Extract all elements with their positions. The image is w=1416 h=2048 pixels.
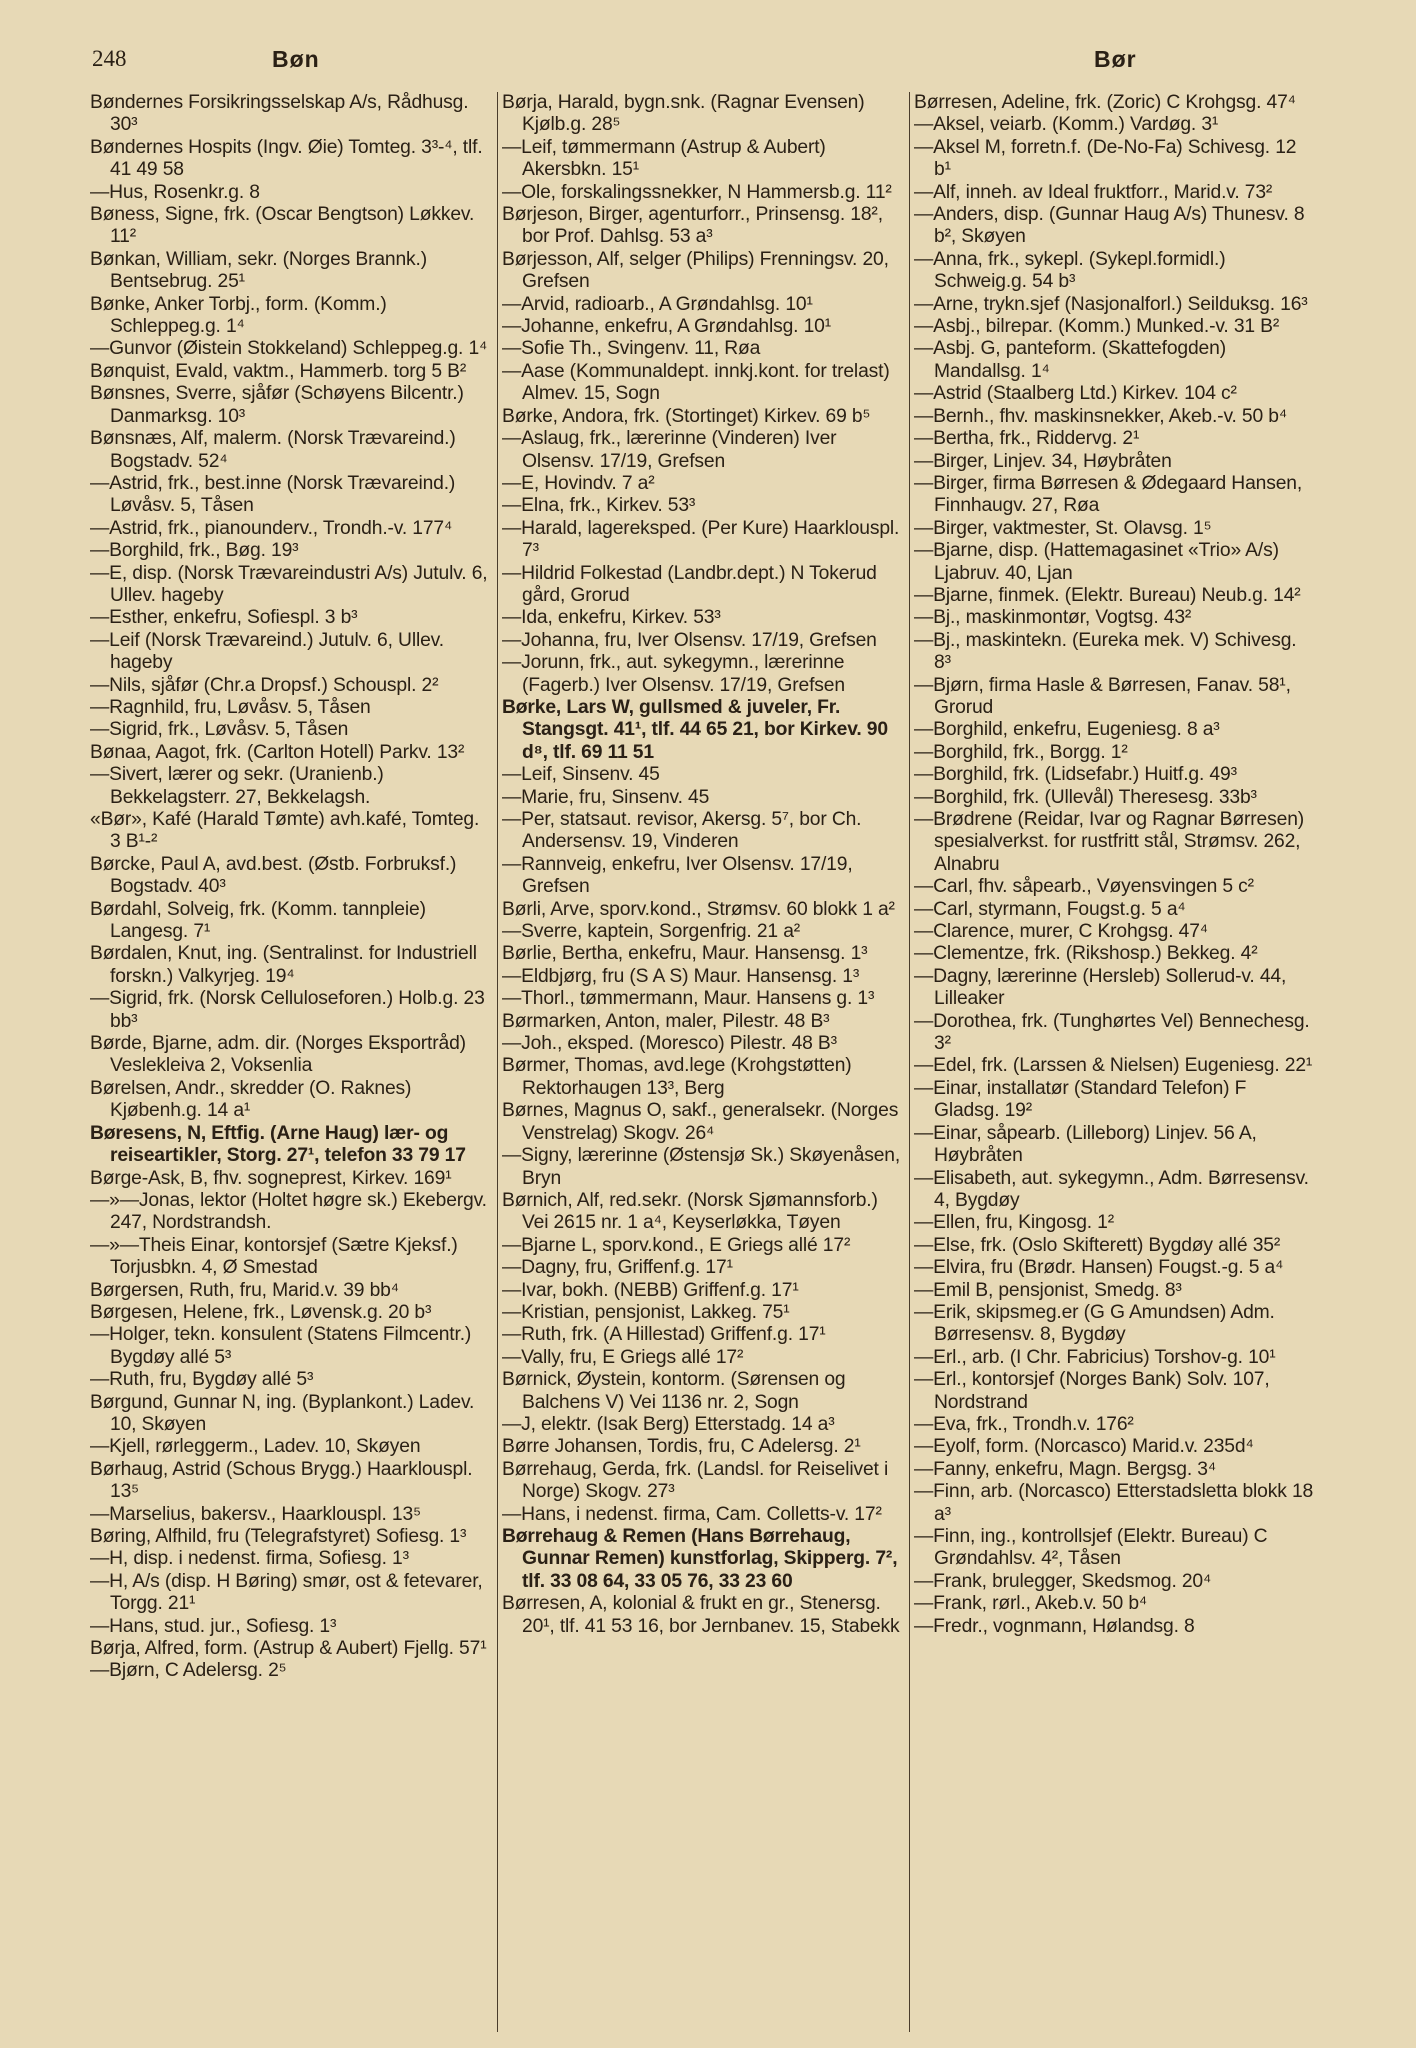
directory-entry: —Alf, inneh. av Ideal fruktforr., Marid.v. 73² (914, 181, 1273, 203)
directory-entry: —»—Jonas, lektor (Holtet høgre sk.) Ekebergv. 247, Nordstrandsh. (90, 1189, 487, 1234)
directory-entry: Børde, Bjarne, adm. dir. (Norges Eksportråd) Veslekleiva 2, Voksenlia (90, 1033, 466, 1077)
directory-entry: Børresen, Adeline, frk. (Zoric) C Krohgsg. 47⁴ (914, 92, 1296, 113)
directory-entry: —Astrid, frk., pianounderv., Trondh.-v. 177⁴ (90, 517, 453, 539)
directory-entry: —H, disp. i nedenst. firma, Sofiesg. 1³ (90, 1548, 409, 1570)
directory-entry: —Clementze, frk. (Rikshosp.) Bekkeg. 4² (914, 943, 1258, 965)
directory-entry: —Bjørn, firma Hasle & Børresen, Fanav. 58¹, Grorud (914, 674, 1291, 718)
directory-entry: Børlie, Bertha, enkefru, Maur. Hansensg. 1³ (502, 943, 868, 965)
directory-entry: —Marie, fru, Sinsenv. 45 (502, 786, 710, 808)
directory-entry: —Elvira, fru (Brødr. Hansen) Fougst.-g. 5 a⁴ (914, 1257, 1284, 1279)
directory-entry: Bønquist, Evald, vaktm., Hammerb. torg 5 B² (90, 360, 467, 382)
directory-entry: —Ida, enkefru, Kirkev. 53³ (502, 607, 721, 629)
directory-entry: Bønsnes, Sverre, sjåfør (Schøyens Bilcentr.) Danmarksg. 10³ (90, 383, 464, 427)
directory-entry: —Bj., maskintekn. (Eureka mek. V) Schivesg. 8³ (914, 629, 1297, 674)
directory-entry: Børesens, N, Eftfig. (Arne Haug) lær- og reiseartikler, Storg. 27¹, telefon 33 79 17 (90, 1122, 466, 1167)
directory-entry: —Clarence, murer, C Krohgsg. 47⁴ (914, 921, 1208, 943)
directory-entry: —Marselius, bakersv., Haarklouspl. 13⁵ (90, 1503, 421, 1525)
directory-entry: —Aase (Kommunaldept. innkj.kont. for trelast) Almev. 15, Sogn (502, 360, 890, 405)
directory-entry: —Borghild, frk., Bøg. 19³ (90, 540, 299, 562)
directory-entry: —Arne, trykn.sjef (Nasjonalforl.) Seilduksg. 16³ (914, 293, 1308, 315)
directory-entry: —Else, frk. (Oslo Skifterett) Bygdøy allé 35² (914, 1234, 1281, 1256)
directory-entry: —Einar, installatør (Standard Telefon) F Gladsg. 19² (914, 1077, 1247, 1122)
directory-entry: Bøndernes Forsikringsselskap A/s, Rådhusg. 30³ (90, 92, 469, 136)
directory-entry: —Kristian, pensjonist, Lakkeg. 75¹ (502, 1301, 790, 1323)
directory-entry: —Ivar, bokh. (NEBB) Griffenf.g. 17¹ (502, 1279, 799, 1301)
directory-entry: Børing, Alfhild, fru (Telegrafstyret) Sofiesg. 1³ (90, 1526, 467, 1547)
directory-entry: —Anna, frk., sykepl. (Sykepl.formidl.) Schweig.g. 54 b³ (914, 248, 1226, 293)
directory-entry: —Birger, vaktmester, St. Olavsg. 1⁵ (914, 517, 1212, 539)
column-divider (497, 92, 498, 2032)
directory-entry: «Bør», Kafé (Harald Tømte) avh.kafé, Tomteg. 3 B¹-² (90, 809, 480, 853)
directory-entry: Børke, Lars W, gullsmed & juveler, Fr. Stangsgt. 41¹, tlf. 44 65 21, bor Kirkev. 90 d⁸, tlf. 69 11 51 (502, 696, 888, 763)
directory-entry: —Sivert, lærer og sekr. (Uranienb.) Bekkelagsterr. 27, Bekkelagsh. (90, 764, 384, 808)
column-divider (909, 92, 910, 2032)
directory-entry: —Erl., kontorsjef (Norges Bank) Solv. 107, Nordstrand (914, 1369, 1270, 1413)
directory-entry: Børjeson, Birger, agenturforr., Prinsensg. 18², bor Prof. Dahlsg. 53 a³ (502, 204, 883, 248)
directory-entry: Børke, Andora, frk. (Stortinget) Kirkev. 69 b⁵ (502, 405, 871, 427)
directory-column-1 (90, 92, 490, 2032)
directory-entry: Børja, Alfred, form. (Astrup & Aubert) Fjellg. 57¹ (90, 1638, 487, 1660)
directory-entry: —Borghild, frk. (Ullevål) Theresesg. 33b³ (914, 786, 1257, 808)
directory-entry: —Asbj. G, panteform. (Skattefogden) Mandallsg. 1⁴ (914, 338, 1226, 382)
directory-entry: —Finn, ing., kontrollsjef (Elektr. Bureau) C Grøndahlsv. 4², Tåsen (914, 1526, 1268, 1570)
directory-entry: Børelsen, Andr., skredder (O. Raknes) Kjøbenh.g. 14 a¹ (90, 1077, 412, 1122)
directory-entry: —Dorothea, frk. (Tunghørtes Vel) Bennechesg. 3² (914, 1010, 1310, 1055)
directory-entry: Børgesen, Helene, frk., Løvensk.g. 20 b³ (90, 1301, 432, 1323)
directory-entry: Børge-Ask, B, fhv. sogneprest, Kirkev. 169¹ (90, 1167, 452, 1189)
directory-entry: —Bernh., fhv. maskinsnekker, Akeb.-v. 50 b⁴ (914, 405, 1287, 427)
page-number: 248 (92, 46, 127, 71)
directory-entry: —Harald, lagereksped. (Per Kure) Haarklouspl. 7³ (502, 517, 900, 562)
directory-entry: Bønsnæs, Alf, malerm. (Norsk Trævareind.) Bogstadv. 52⁴ (90, 428, 456, 472)
directory-entry: —Eva, frk., Trondh.v. 176² (914, 1413, 1134, 1435)
directory-entry: —Holger, tekn. konsulent (Statens Filmcentr.) Bygdøy allé 5³ (90, 1324, 472, 1368)
left-running-head: Bøn (272, 46, 320, 72)
directory-entry: —Finn, arb. (Norcasco) Etterstadsletta blokk 18 a³ (914, 1481, 1314, 1525)
directory-entry: Børjesson, Alf, selger (Philips) Frenningsv. 20, Grefsen (502, 248, 889, 293)
directory-entry: Bøndernes Hospits (Ingv. Øie) Tomteg. 3³-⁴, tlf. 41 49 58 (90, 136, 483, 181)
directory-entry: —Hus, Rosenkr.g. 8 (90, 181, 260, 203)
directory-entry: —Fanny, enkefru, Magn. Bergsg. 3⁴ (914, 1458, 1216, 1480)
directory-entry: Børnich, Alf, red.sekr. (Norsk Sjømannsforb.) Vei 2615 nr. 1 a⁴, Keyserløkka, Tøyen (502, 1189, 878, 1234)
directory-entry: —Johanne, enkefru, A Grøndahlsg. 10¹ (502, 316, 832, 338)
directory-entry: —Borghild, enkefru, Eugeniesg. 8 a³ (914, 719, 1220, 741)
directory-entry: —J, elektr. (Isak Berg) Etterstadg. 14 a³ (502, 1413, 835, 1435)
directory-entry: —Ruth, fru, Bygdøy allé 5³ (90, 1369, 314, 1391)
directory-entry: Børhaug, Astrid (Schous Brygg.) Haarklouspl. 13⁵ (90, 1458, 473, 1503)
directory-entry: —Aslaug, frk., lærerinne (Vinderen) Iver Olsensv. 17/19, Grefsen (502, 428, 837, 472)
directory-entry: —Jorunn, frk., aut. sykegymn., lærerinne (Fagerb.) Iver Olsensv. 17/19, Grefsen (502, 652, 845, 696)
directory-entry: —Edel, frk. (Larssen & Nielsen) Eugeniesg. 22¹ (914, 1055, 1313, 1077)
directory-entry: —Fredr., vognmann, Hølandsg. 8 (914, 1615, 1195, 1637)
directory-entry: Børrehaug & Remen (Hans Børrehaug, Gunnar Remen) kunstforlag, Skipperg. 7², tlf. 33 08 64, 33 05 76, 33 23 60 (502, 1526, 898, 1592)
directory-entry: Børresen, A, kolonial & frukt en gr., Stenersg. 20¹, tlf. 41 53 16, bor Jernbanev. 15, Stabekk (502, 1593, 900, 1637)
directory-entry: —Arvid, radioarb., A Grøndahlsg. 10¹ (502, 293, 813, 315)
directory-entry: Børre Johansen, Tordis, fru, C Adelersg. 2¹ (502, 1436, 861, 1458)
directory-entry: —H, A/s (disp. H Børing) smør, ost & fetevarer, Torgg. 21¹ (90, 1570, 483, 1615)
directory-column-2 (502, 92, 904, 2032)
directory-entry: —Anders, disp. (Gunnar Haug A/s) Thunesv. 8 b², Skøyen (914, 204, 1305, 248)
directory-entry: —Signy, lærerinne (Østensjø Sk.) Skøyenåsen, Bryn (502, 1145, 901, 1189)
directory-entry: —Birger, firma Børresen & Ødegaard Hansen, Finnhaugv. 27, Røa (914, 472, 1303, 517)
directory-entry: Børcke, Paul A, avd.best. (Østb. Forbruksf.) Bogstadv. 40³ (90, 853, 457, 898)
directory-entry: —Rannveig, enkefru, Iver Olsensv. 17/19, Grefsen (502, 853, 853, 898)
directory-entry: Børgund, Gunnar N, ing. (Byplankont.) Ladev. 10, Skøyen (90, 1391, 475, 1435)
directory-entry: —Esther, enkefru, Sofiespl. 3 b³ (90, 607, 358, 629)
directory-entry: —Ragnhild, fru, Løvåsv. 5, Tåsen (90, 696, 371, 718)
directory-entry: —Dagny, lærerinne (Hersleb) Sollerud-v. 44, Lilleaker (914, 965, 1287, 1010)
directory-entry: Børrehaug, Gerda, frk. (Landsl. for Reiselivet i Norge) Skogv. 27³ (502, 1458, 889, 1503)
directory-entry: —Einar, såpearb. (Lilleborg) Linjev. 56 A, Høybråten (914, 1122, 1257, 1167)
directory-entry: —E, disp. (Norsk Trævareindustri A/s) Jutulv. 6, Ullev. hageby (90, 562, 488, 606)
directory-entry: Børja, Harald, bygn.snk. (Ragnar Evensen) Kjølb.g. 28⁵ (502, 92, 865, 136)
directory-entry: —Aksel M, forretn.f. (De-No-Fa) Schivesg. 12 b¹ (914, 136, 1297, 181)
directory-entry: —Sofie Th., Svingenv. 11, Røa (502, 338, 761, 360)
directory-entry: —Johanna, fru, Iver Olsensv. 17/19, Grefsen (502, 629, 877, 651)
directory-entry: —Bjarne L, sporv.kond., E Griegs allé 17² (502, 1234, 851, 1256)
directory-entry: —Dagny, fru, Griffenf.g. 17¹ (502, 1257, 733, 1279)
directory-entry: —Borghild, frk. (Lidsefabr.) Huitf.g. 49³ (914, 764, 1237, 786)
directory-entry: —»—Theis Einar, kontorsjef (Sætre Kjeksf.) Torjusbkn. 4, Ø Smestad (90, 1234, 458, 1279)
directory-entry: —Thorl., tømmermann, Maur. Hansens g. 1³ (502, 988, 875, 1010)
directory-entry: —Vally, fru, E Griegs allé 17² (502, 1346, 744, 1368)
directory-entry: Børdahl, Solveig, frk. (Komm. tannpleie) Langesg. 7¹ (90, 898, 426, 943)
right-running-head: Bør (1094, 46, 1137, 72)
directory-entry: —Ruth, frk. (A Hillestad) Griffenf.g. 17¹ (502, 1324, 826, 1346)
directory-entry: —Erik, skipsmeg.er (G G Amundsen) Adm. Børresensv. 8, Bygdøy (914, 1301, 1275, 1346)
directory-entry: —Asbj., bilrepar. (Komm.) Munked.-v. 31 B² (914, 316, 1280, 338)
directory-entry: Børli, Arve, sporv.kond., Strømsv. 60 blokk 1 a² (502, 898, 895, 920)
directory-entry: —Ellen, fru, Kingosg. 1² (914, 1212, 1115, 1234)
directory-entry: —Brødrene (Reidar, Ivar og Ragnar Børresen) spesialverkst. for rustfritt stål, Strømsv. 262, Alnabru (914, 809, 1305, 875)
directory-entry: —Bjarne, finmek. (Elektr. Bureau) Neub.g. 14² (914, 584, 1301, 606)
directory-column-3 (914, 92, 1314, 2032)
directory-entry: —Astrid, frk., best.inne (Norsk Trævareind.) Løvåsv. 5, Tåsen (90, 472, 456, 517)
directory-entry: —Hans, i nedenst. firma, Cam. Colletts-v. 17² (502, 1503, 882, 1525)
directory-entry: —Hans, stud. jur., Sofiesg. 1³ (90, 1615, 337, 1637)
directory-entry: —Bertha, frk., Riddervg. 2¹ (914, 428, 1140, 450)
directory-entry: Bøness, Signe, frk. (Oscar Bengtson) Løkkev. 11² (90, 204, 475, 248)
directory-entry: —Sigrid, frk. (Norsk Celluloseforen.) Holb.g. 23 bb³ (90, 988, 485, 1032)
directory-entry: —Ole, forskalingssnekker, N Hammersb.g. 11² (502, 181, 892, 203)
directory-entry: —Borghild, frk., Borgg. 1² (914, 741, 1128, 763)
directory-entry: —Birger, Linjev. 34, Høybråten (914, 450, 1172, 472)
directory-entry: Bønaa, Aagot, frk. (Carlton Hotell) Parkv. 13² (90, 741, 465, 763)
directory-entry: —Bjarne, disp. (Hattemagasinet «Trio» A/s) Ljabruv. 40, Ljan (914, 540, 1279, 584)
directory-entry: Børdalen, Knut, ing. (Sentralinst. for Industriell forskn.) Valkyrjeg. 19⁴ (90, 943, 477, 987)
directory-entry: —Bjørn, C Adelersg. 2⁵ (90, 1660, 287, 1682)
directory-entry: —Elisabeth, aut. sykegymn., Adm. Børresensv. 4, Bygdøy (914, 1167, 1309, 1211)
directory-entry: —Eyolf, form. (Norcasco) Marid.v. 235d⁴ (914, 1436, 1254, 1458)
directory-entry: —Sigrid, frk., Løvåsv. 5, Tåsen (90, 719, 349, 741)
directory-entry: Børmer, Thomas, avd.lege (Krohgstøtten) Rektorhaugen 13³, Berg (502, 1055, 852, 1099)
directory-entry: Bønkan, William, sekr. (Norges Brannk.) Bentsebrug. 25¹ (90, 248, 428, 293)
directory-entry: —Frank, brulegger, Skedsmog. 20⁴ (914, 1570, 1212, 1592)
directory-entry: —Emil B, pensjonist, Smedg. 8³ (914, 1279, 1182, 1301)
directory-entry: —Astrid (Staalberg Ltd.) Kirkev. 104 c² (914, 383, 1237, 405)
directory-entry: —Eldbjørg, fru (S A S) Maur. Hansensg. 1³ (502, 965, 860, 987)
directory-entry: —Aksel, veiarb. (Komm.) Vardøg. 3¹ (914, 114, 1219, 136)
directory-entry: —Hildrid Folkestad (Landbr.dept.) N Tokerud gård, Grorud (502, 562, 877, 606)
directory-entry: —Sverre, kaptein, Sorgenfrig. 21 a² (502, 921, 801, 943)
directory-entry: —Elna, frk., Kirkev. 53³ (502, 495, 696, 517)
directory-entry: —Bj., maskinmontør, Vogtsg. 43² (914, 607, 1192, 629)
directory-entry: Børmarken, Anton, maler, Pilestr. 48 B³ (502, 1010, 830, 1032)
directory-entry: —Leif, Sinsenv. 45 (502, 764, 660, 786)
directory-entry: Børnes, Magnus O, sakf., generalsekr. (Norges Venstrelag) Skogv. 26⁴ (502, 1100, 899, 1144)
directory-entry: —E, Hovindv. 7 a² (502, 472, 655, 494)
directory-entry: —Kjell, rørleggerm., Ladev. 10, Skøyen (90, 1436, 421, 1458)
directory-entry: —Carl, fhv. såpearb., Vøyensvingen 5 c² (914, 876, 1254, 898)
directory-entry: —Per, statsaut. revisor, Akersg. 5⁷, bor Ch. Andersensv. 19, Vinderen (502, 809, 862, 853)
directory-entry: —Frank, rørl., Akeb.v. 50 b⁴ (914, 1593, 1148, 1615)
directory-entry: —Carl, styrmann, Fougst.g. 5 a⁴ (914, 898, 1186, 920)
directory-entry: —Joh., eksped. (Moresco) Pilestr. 48 B³ (502, 1033, 837, 1055)
directory-entry: —Gunvor (Øistein Stokkeland) Schleppeg.g. 1⁴ (90, 338, 488, 360)
directory-entry: Børnick, Øystein, kontorm. (Sørensen og Balchens V) Vei 1136 nr. 2, Sogn (502, 1369, 846, 1413)
directory-entry: —Nils, sjåfør (Chr.a Dropsf.) Schouspl. 2² (90, 674, 439, 696)
directory-entry: —Leif (Norsk Trævareind.) Jutulv. 6, Ullev. hageby (90, 629, 444, 674)
directory-entry: Bønke, Anker Torbj., form. (Komm.) Schleppeg.g. 1⁴ (90, 293, 387, 338)
directory-entry: —Leif, tømmermann (Astrup & Aubert) Akersbkn. 15¹ (502, 136, 826, 181)
directory-entry: Børgersen, Ruth, fru, Marid.v. 39 bb⁴ (90, 1279, 399, 1301)
directory-entry: —Erl., arb. (I Chr. Fabricius) Torshov-g. 10¹ (914, 1346, 1276, 1368)
